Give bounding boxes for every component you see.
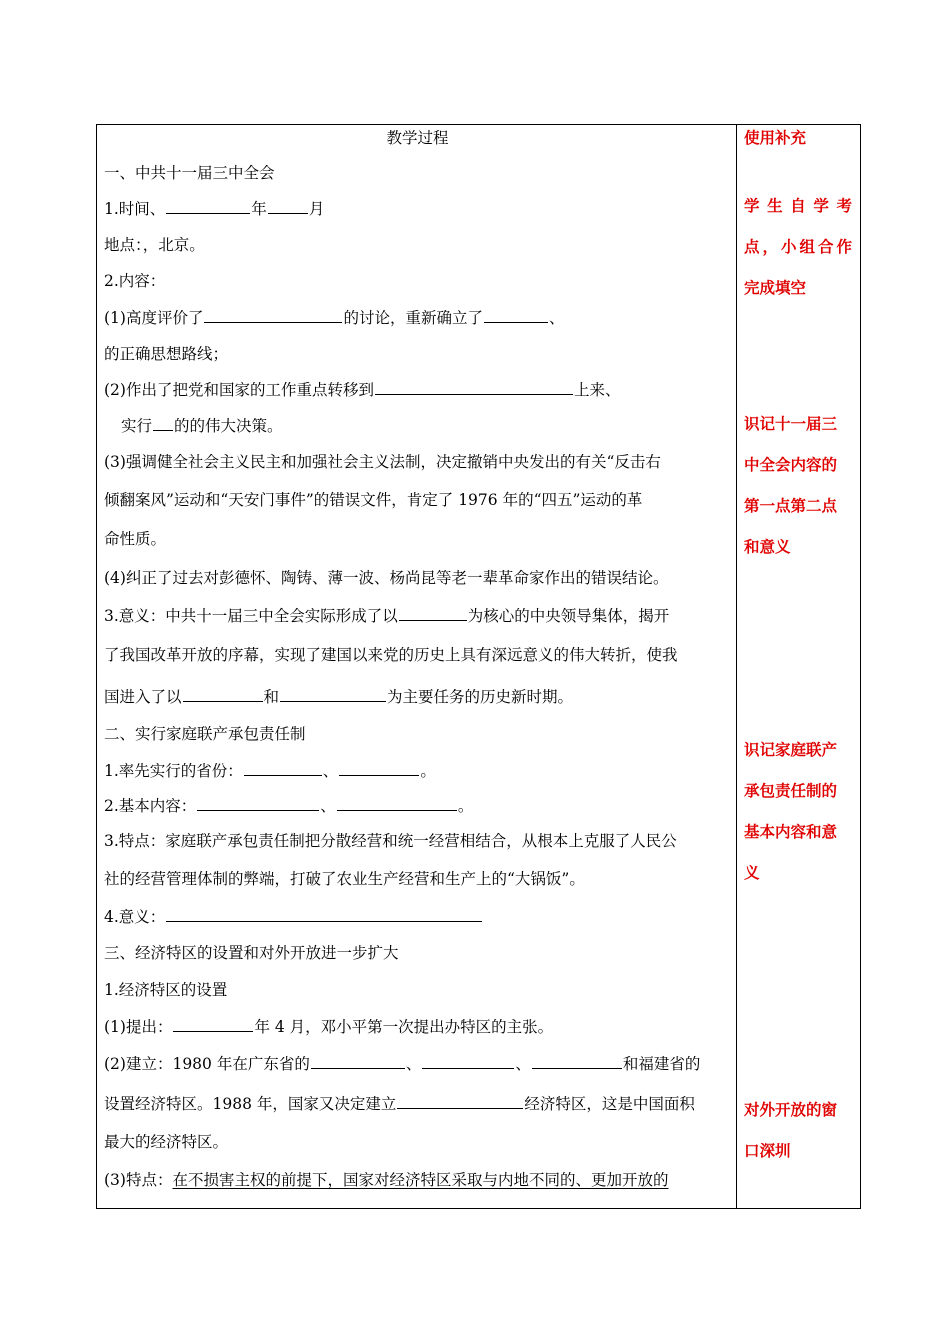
column-divider xyxy=(736,124,737,1209)
content-1-cont: 的正确思想路线； xyxy=(104,345,229,363)
note-self-study: 学生自学考点，小组合作完成填空 xyxy=(744,197,852,297)
note-plenum-points: 识记十一届三中全会内容的第一点第二点和意义 xyxy=(744,415,838,556)
policy-blank[interactable] xyxy=(153,415,173,431)
content-2-cont: 实行 的的伟大决策。 xyxy=(121,417,283,435)
establish-line-1: (2)建立：1980 年在广东省的 、 、 和福建省的 xyxy=(104,1055,701,1073)
province-blank-1[interactable] xyxy=(244,760,322,776)
city-blank-1[interactable] xyxy=(311,1053,405,1069)
month-blank[interactable] xyxy=(268,198,308,214)
time-line: 1.时间、 年 月 xyxy=(104,200,325,218)
proposal-line: (1)提出： 年 4 月，邓小平第一次提出办特区的主张。 xyxy=(104,1018,554,1036)
significance-line: 4.意义： xyxy=(104,906,483,928)
year-blank[interactable] xyxy=(166,198,250,214)
section-1-title: 一、中共十一届三中全会 xyxy=(104,164,275,182)
content-3-line-1: (3)强调健全社会主义民主和加强社会主义法制，决定撤销中央发出的有关“反击右 xyxy=(104,453,661,471)
task-blank-2[interactable] xyxy=(280,686,386,702)
task-blank-1[interactable] xyxy=(183,686,263,702)
teaching-process-column xyxy=(104,124,731,1207)
feature-underlined-text: 在不损害主权的前提下，国家对经济特区采取与内地不同的、更加开放的 xyxy=(172,1171,669,1189)
city-blank-2[interactable] xyxy=(422,1053,514,1069)
focus-blank[interactable] xyxy=(375,379,573,395)
basic-blank-1[interactable] xyxy=(197,795,319,811)
column-heading: 教学过程 xyxy=(386,129,449,147)
place-line: 地点：，北京。 xyxy=(104,236,205,254)
feature-line-1: 3.特点：家庭联产承包责任制把分散经营和统一经营相结合，从根本上克服了人民公 xyxy=(104,832,677,850)
basic-blank-2[interactable] xyxy=(337,795,457,811)
note-supplement: 使用补充 xyxy=(744,129,807,147)
meaning-line-3: 国进入了以 和 为主要任务的历史新时期。 xyxy=(104,688,574,706)
content-3-line-3: 命性质。 xyxy=(104,530,167,548)
section-3-title: 三、经济特区的设置和对外开放进一步扩大 xyxy=(104,944,399,962)
meaning-line-2: 了我国改革开放的序幕，实现了建国以来党的历史上具有深远意义的伟大转折，使我 xyxy=(104,646,678,664)
content-label: 2.内容： xyxy=(104,272,166,290)
teaching-notes-column xyxy=(744,124,856,1207)
province-blank-2[interactable] xyxy=(339,760,419,776)
proposal-year-blank[interactable] xyxy=(173,1016,253,1032)
note-shenzhen-window: 对外开放的窗口深圳 xyxy=(744,1101,838,1160)
content-1-line: (1)高度评价了 的讨论，重新确立了 、 xyxy=(104,309,565,327)
provinces-line: 1.率先实行的省份： 、 。 xyxy=(104,762,436,780)
discussion-blank[interactable] xyxy=(204,307,342,323)
significance-blank[interactable] xyxy=(166,906,482,922)
note-contract-system: 识记家庭联产承包责任制的基本内容和意义 xyxy=(744,741,838,882)
section-2-title: 二、实行家庭联产承包责任制 xyxy=(104,725,306,743)
meaning-line-1: 3.意义：中共十一届三中全会实际形成了以 为核心的中央领导集体，揭开 xyxy=(104,607,670,625)
establish-line-2: 设置经济特区。1988 年，国家又决定建立 经济特区，这是中国面积 xyxy=(104,1095,695,1113)
core-blank[interactable] xyxy=(399,605,467,621)
content-4-line: (4)纠正了过去对彭德怀、陶铸、薄一波、杨尚昆等老一辈革命家作出的错误结论。 xyxy=(104,569,669,587)
basic-content-line: 2.基本内容： 、 。 xyxy=(104,797,474,815)
line-blank[interactable] xyxy=(484,307,548,323)
establish-line-3: 最大的经济特区。 xyxy=(104,1133,229,1151)
city-blank-3[interactable] xyxy=(532,1053,622,1069)
feature-sez-line: (3)特点：在不损害主权的前提下，国家对经济特区采取与内地不同的、更加开放的 xyxy=(104,1171,669,1189)
hainan-blank[interactable] xyxy=(397,1093,523,1109)
content-2-line: (2)作出了把党和国家的工作重点转移到 上来、 xyxy=(104,381,621,399)
sez-subtitle: 1.经济特区的设置 xyxy=(104,981,228,999)
feature-line-2: 社的经营管理体制的弊端，打破了农业生产经营和生产上的“大锅饭”。 xyxy=(104,870,585,888)
content-3-line-2: 倾翻案风”运动和“天安门事件”的错误文件，肯定了 1976 年的“四五”运动的革 xyxy=(104,491,643,509)
